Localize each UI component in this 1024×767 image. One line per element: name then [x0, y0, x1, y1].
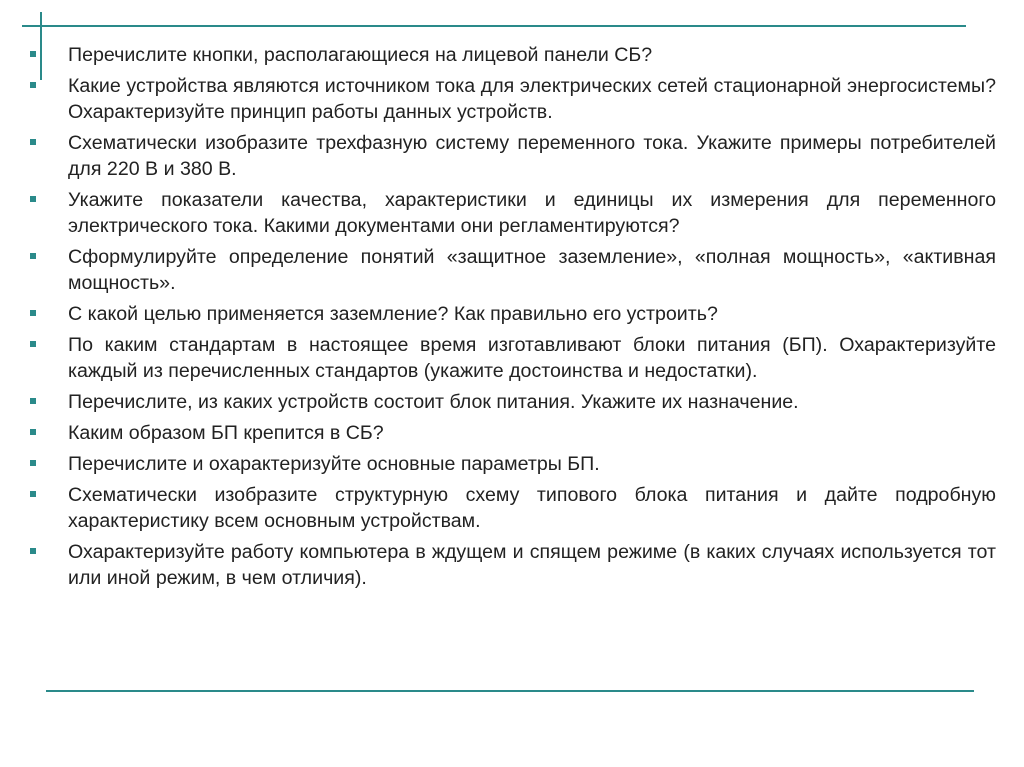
question-text: Схематически изобразите структурную схему типового блока питания и дайте подробную характеристику всем основным устройствам. [68, 484, 996, 532]
list-item [30, 451, 996, 477]
question-text: Каким образом БП крепится в СБ? [68, 422, 384, 444]
question-text: Укажите показатели качества, характеристики и единицы их измерения для переменного электрического тока. Какими документами они регламентируются? [68, 189, 996, 237]
list-item [30, 389, 996, 415]
question-text: Перечислите, из каких устройств состоит блок питания. Укажите их назначение. [68, 391, 799, 413]
bullet-icon [30, 398, 36, 404]
bullet-icon [30, 491, 36, 497]
list-item [30, 73, 996, 125]
question-text: Охарактеризуйте работу компьютера в ждущем и спящем режиме (в каких случаях используется тот или иной режим, в чем отличия). [68, 541, 996, 589]
question-text: С какой целью применяется заземление? Как правильно его устроить? [68, 303, 718, 325]
question-text: Какие устройства являются источником тока для электрических сетей стационарной энергосистемы? Охарактеризуйте принцип работы данных устройств. [68, 75, 996, 123]
question-text: Перечислите и охарактеризуйте основные параметры БП. [68, 453, 600, 475]
list-item [30, 187, 996, 239]
bullet-icon [30, 310, 36, 316]
bullet-icon [30, 341, 36, 347]
bullet-icon [30, 429, 36, 435]
bullet-icon [30, 460, 36, 466]
question-text: Сформулируйте определение понятий «защитное заземление», «полная мощность», «активная мощность». [68, 246, 996, 294]
list-item [30, 42, 996, 68]
list-item [30, 332, 996, 384]
list-item [30, 539, 996, 591]
bullet-icon [30, 253, 36, 259]
bullet-icon [30, 82, 36, 88]
list-item [30, 420, 996, 446]
list-item [30, 482, 996, 534]
top-divider [22, 25, 966, 27]
bottom-divider [46, 690, 974, 692]
bullet-icon [30, 139, 36, 145]
list-item [30, 244, 996, 296]
question-text: По каким стандартам в настоящее время изготавливают блоки питания (БП). Охарактеризуйте каждый из перечисленных стандартов (укажите достоинства и недостатки). [68, 334, 996, 382]
question-text: Схематически изобразите трехфазную систему переменного тока. Укажите примеры потребителей для 220 В и 380 В. [68, 132, 996, 180]
list-item [30, 130, 996, 182]
question-text: Перечислите кнопки, располагающиеся на лицевой панели СБ? [68, 44, 653, 66]
bullet-icon [30, 548, 36, 554]
bullet-icon [30, 196, 36, 202]
bullet-icon [30, 51, 36, 57]
list-item [30, 301, 996, 327]
question-list [30, 42, 996, 596]
